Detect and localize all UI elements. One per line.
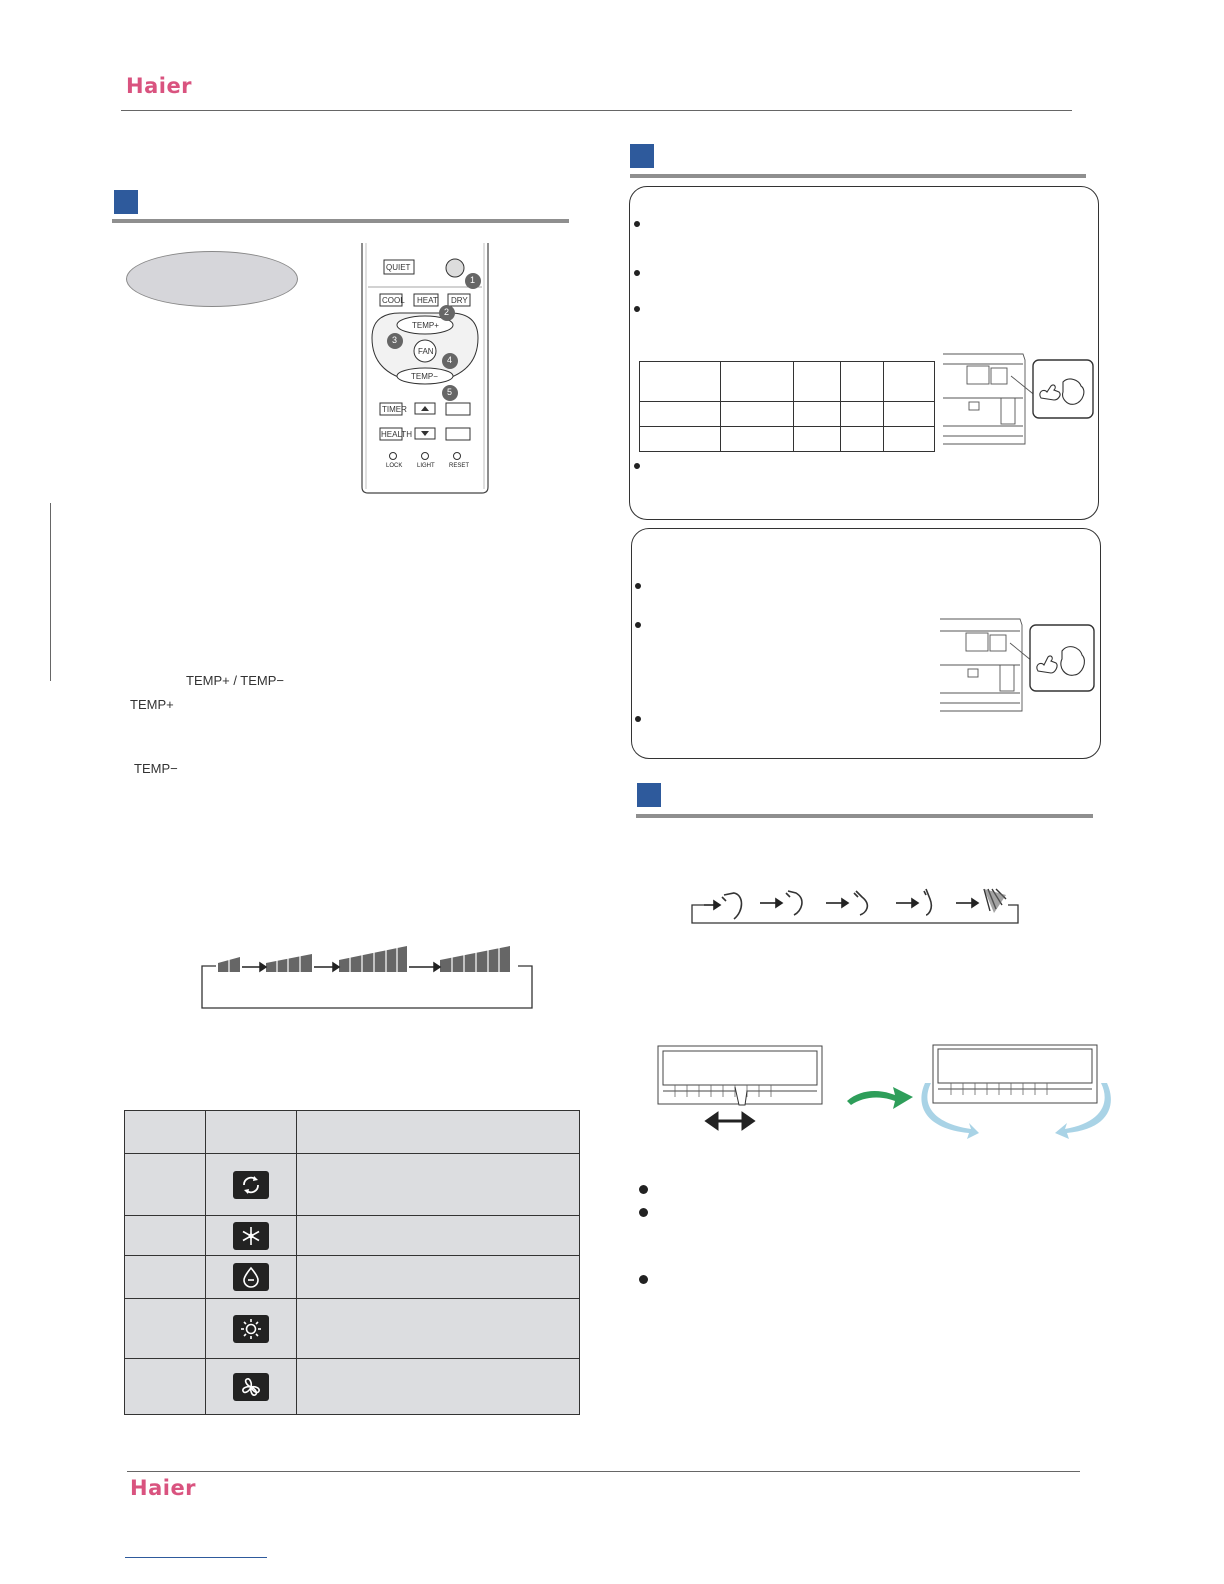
callout-2: 2 [444, 307, 450, 317]
auto-mode-icon [233, 1171, 269, 1199]
fan-button: FAN [418, 347, 434, 356]
emergency-table [639, 361, 935, 452]
bullet-1 [634, 221, 640, 227]
bullet-9 [639, 1208, 648, 1217]
fan-mode-icon [233, 1373, 269, 1401]
bullet-3 [634, 306, 640, 312]
bullet-10 [639, 1275, 648, 1284]
section-marker-left [114, 190, 138, 214]
quiet-button: QUIET [386, 263, 411, 272]
temp-inline-label: TEMP+ / TEMP− [186, 673, 285, 688]
footer-logo: Haier [130, 1476, 197, 1500]
louver-cycle-diagram [690, 885, 1022, 927]
emergency-button-illustration-1 [941, 352, 1096, 446]
callout-4: 4 [447, 355, 453, 365]
bullet-8 [639, 1185, 648, 1194]
timer-button: TIMER [382, 405, 407, 414]
callout-5: 5 [447, 387, 453, 397]
dry-mode-icon [233, 1263, 269, 1291]
light-label: LIGHT [417, 463, 435, 469]
fan-speed-cycle-diagram [200, 944, 535, 1012]
footer-rule [127, 1471, 1080, 1472]
bullet-7 [635, 716, 641, 722]
remote-control-illustration [360, 243, 490, 495]
callout-3: 3 [392, 335, 398, 345]
cool-button: COOL [382, 296, 405, 305]
header-logo: Haier [126, 74, 193, 98]
margin-rule [50, 503, 51, 681]
section-marker-right-1 [630, 144, 654, 168]
callout-1: 1 [470, 275, 476, 285]
header-rule [121, 110, 1072, 111]
bullet-2 [634, 270, 640, 276]
cool-mode-icon [233, 1222, 269, 1250]
louver-adjust-illustration [655, 1043, 1115, 1143]
bullet-5 [635, 583, 641, 589]
temp-minus-label: TEMP− [134, 761, 178, 776]
section-bar-left [112, 219, 569, 223]
section-marker-right-2 [637, 783, 661, 807]
temp-minus-button: TEMP− [411, 372, 438, 381]
section-bar-right-1 [630, 174, 1086, 178]
reset-label: RESET [449, 463, 470, 469]
temp-plus-button: TEMP+ [412, 321, 439, 330]
emergency-button-illustration-2 [938, 617, 1096, 713]
footer-underline [125, 1557, 267, 1558]
oval-label [126, 251, 298, 307]
bullet-6 [635, 622, 641, 628]
health-button: HEALTH [381, 430, 412, 439]
heat-mode-icon [233, 1315, 269, 1343]
heat-button: HEAT [417, 296, 438, 305]
dry-button: DRY [451, 296, 468, 305]
temp-plus-label: TEMP+ [130, 697, 174, 712]
mode-table [124, 1110, 580, 1415]
bullet-4 [634, 463, 640, 469]
section-bar-right-2 [636, 814, 1093, 818]
lock-label: LOCK [386, 463, 403, 469]
